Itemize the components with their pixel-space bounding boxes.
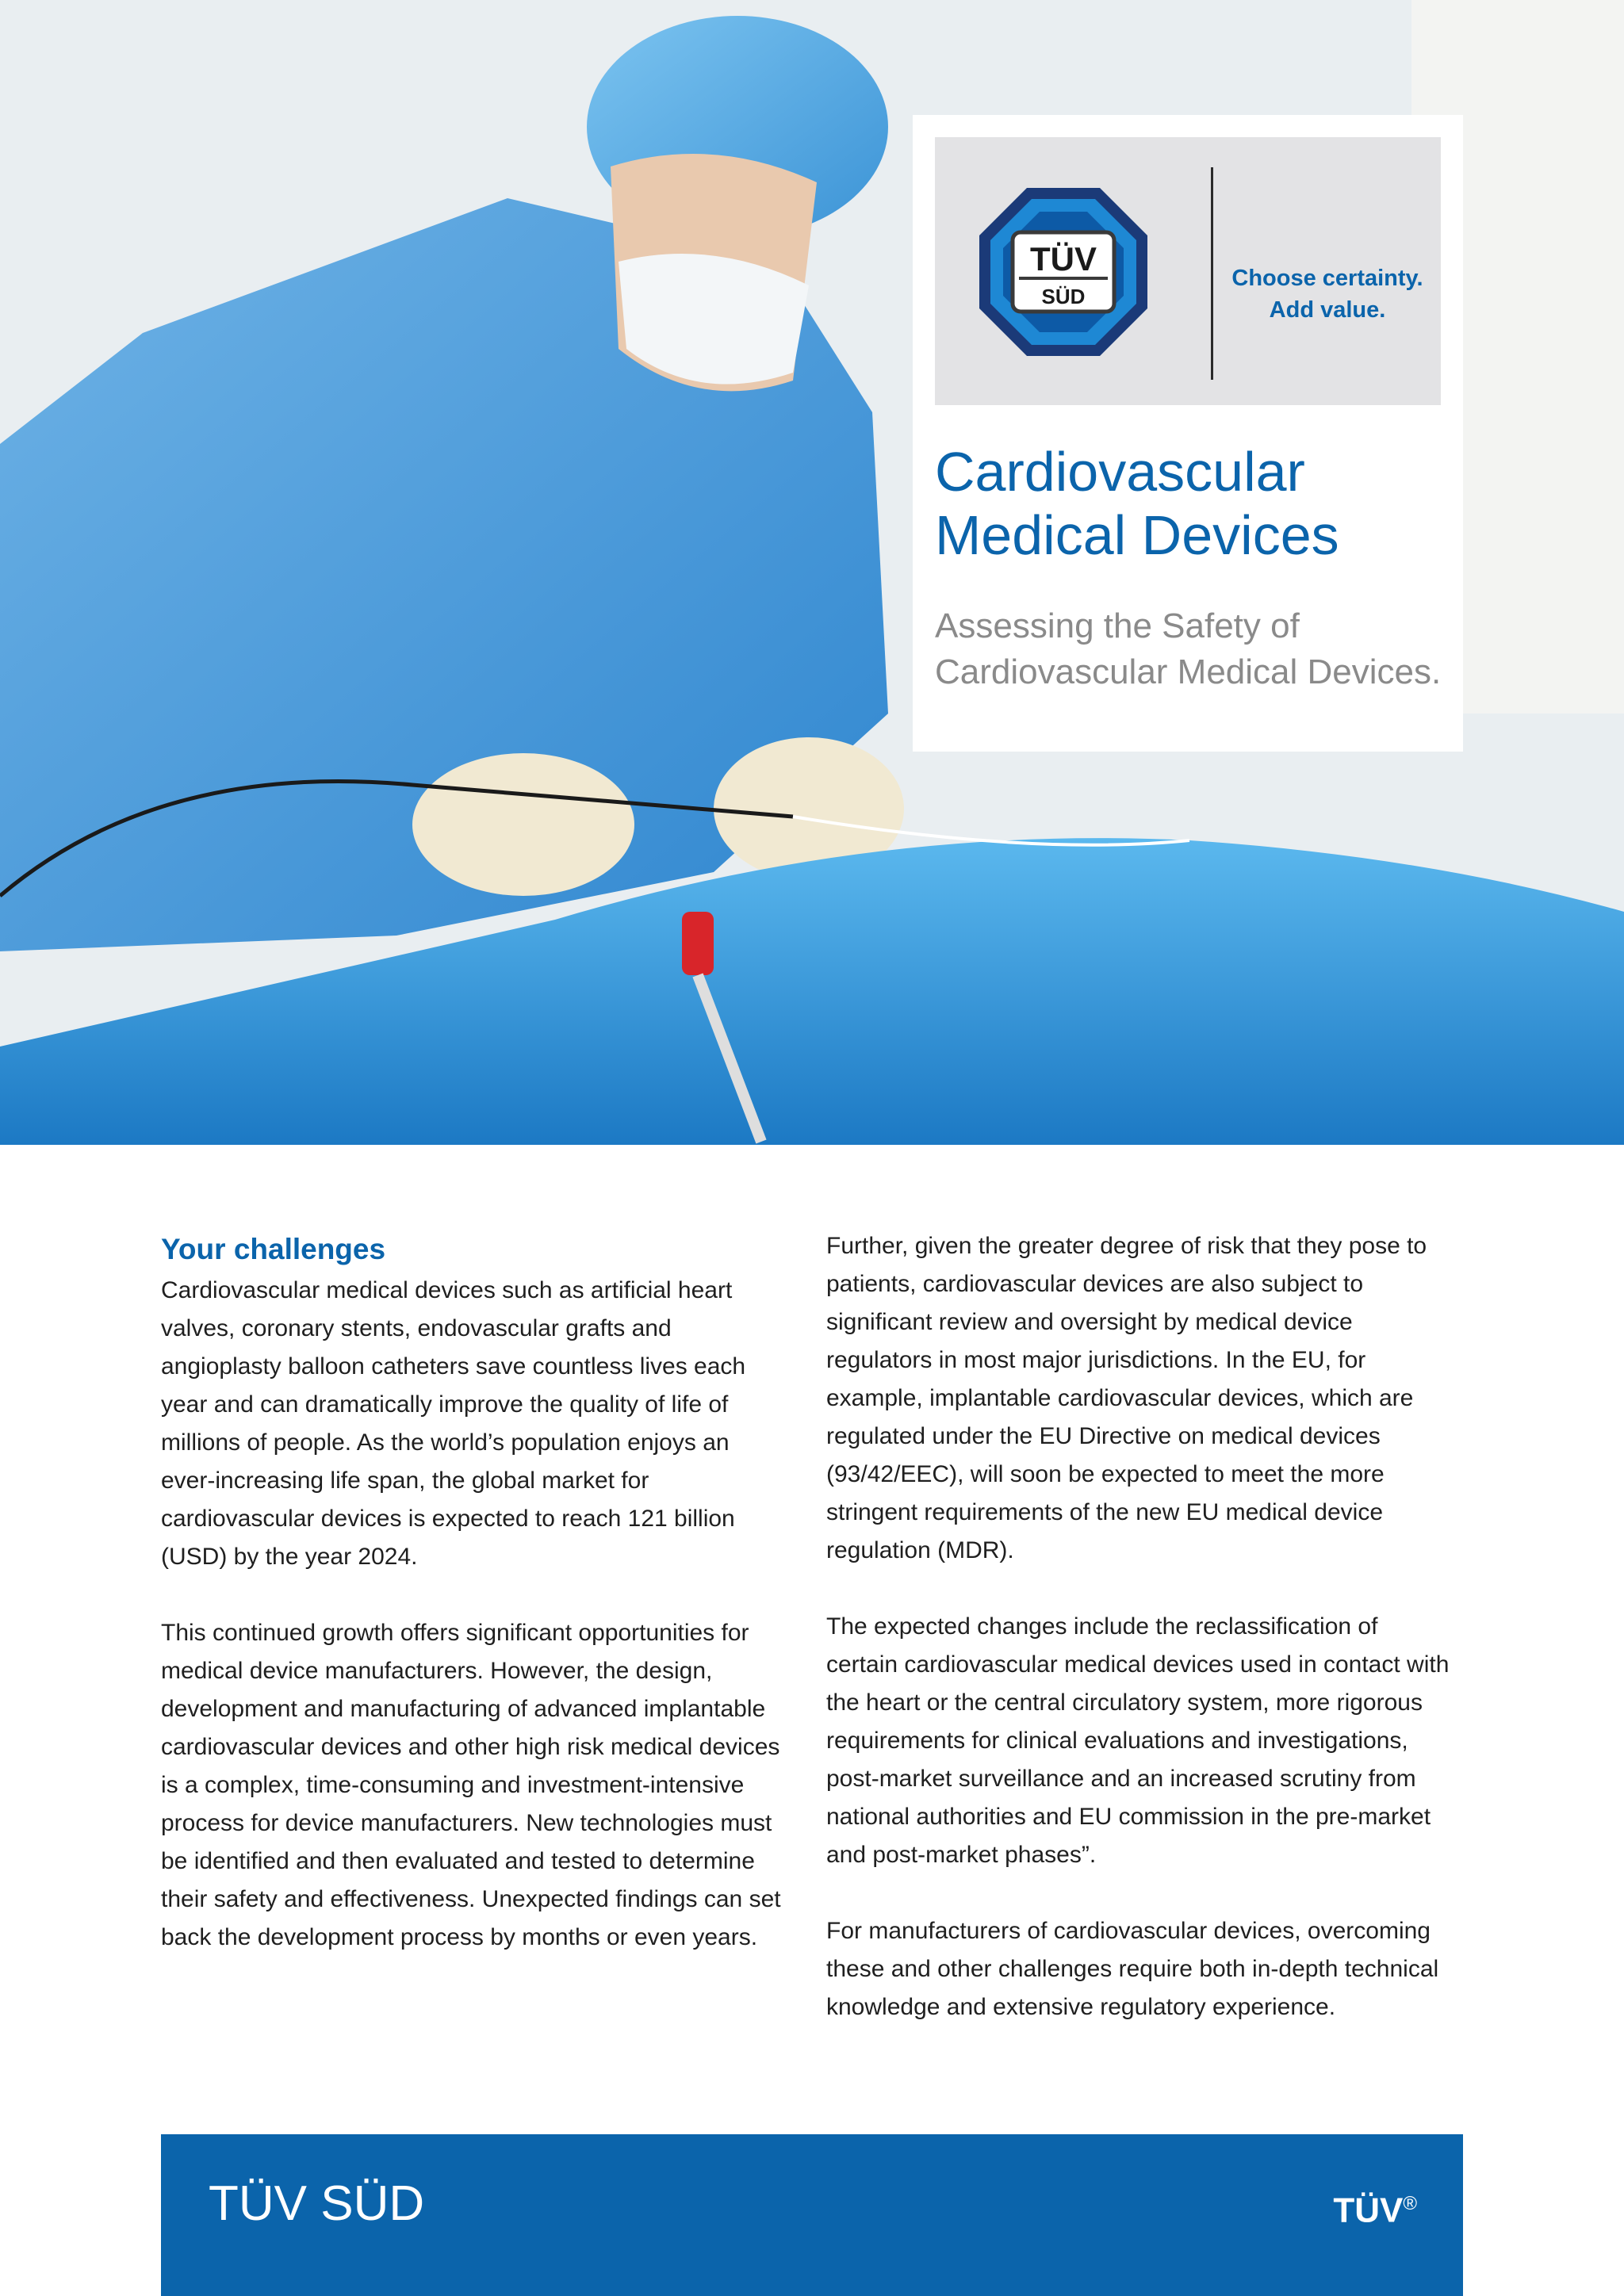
subtitle-line-2: Cardiovascular Medical Devices. bbox=[935, 652, 1442, 691]
title-card bbox=[913, 115, 1463, 752]
footer-mark-text: TÜV bbox=[1333, 2191, 1404, 2230]
right-paragraph-2: The expected changes include the reclassification of certain cardiovascular medical devices used in contact with the heart or the central circulatory system, more rigorous requirements for clinical evaluations and investigations, post-market surveillance and an increased scrutiny from national authorities and EU commission in the pre-market and post-market phases”. bbox=[826, 1613, 1450, 1868]
subtitle-line-1: Assessing the Safety of bbox=[935, 607, 1300, 645]
red-connector bbox=[682, 912, 714, 975]
brand-tagline bbox=[1220, 262, 1434, 326]
gloved-hand-left bbox=[412, 753, 634, 896]
tuv-sud-logo-octagon bbox=[976, 185, 1151, 359]
title-line-1: Cardiovascular bbox=[935, 441, 1305, 503]
page-title bbox=[935, 440, 1442, 567]
left-paragraph-1: Cardiovascular medical devices such as artificial heart valves, coronary stents, endovascular grafts and angioplasty balloon catheters save countless lives each year and can dramatically improve the quality of life of millions of people. As the world’s population enjoys an ever-increasing life span, the global market for cardiovascular devices is expected to reach 121 billion (USD) by the year 2024. bbox=[161, 1277, 746, 1570]
tagline-line-2: Add value. bbox=[1269, 297, 1386, 323]
right-paragraph-1: Further, given the greater degree of risk that they pose to patients, cardiovascular devices are also subject to significant review and oversight by medical device regulators in most major jurisdictions. In the EU, for example, implantable cardiovascular devices, which are regulated under the EU Directive on medical devices (93/42/EEC), will soon be expected to meet the more stringent requirements of the new EU medical device regulation (MDR). bbox=[826, 1233, 1427, 1563]
right-paragraph-3: For manufacturers of cardiovascular devices, overcoming these and other challenges require both in-depth technical knowledge and extensive regulatory experience. bbox=[826, 1918, 1439, 2020]
right-column bbox=[826, 1227, 1453, 2064]
logo-divider bbox=[1211, 167, 1213, 380]
footer-bar bbox=[161, 2134, 1463, 2296]
logo-panel bbox=[935, 137, 1441, 405]
footer-tuv-mark bbox=[1333, 2182, 1417, 2233]
tagline-line-1: Choose certainty. bbox=[1231, 266, 1423, 291]
left-column bbox=[161, 1227, 787, 1995]
page-subtitle bbox=[935, 603, 1442, 695]
title-line-2: Medical Devices bbox=[935, 504, 1339, 566]
logo-text-top: TÜV bbox=[1030, 240, 1097, 277]
footer-brand-name: TÜV SÜD bbox=[209, 2176, 425, 2231]
section-heading: Your challenges bbox=[161, 1233, 386, 1265]
registered-symbol: ® bbox=[1403, 2193, 1417, 2214]
left-paragraph-2: This continued growth offers significant opportunities for medical device manufacturers. However, the design, development and manufacturing of advanced implantable cardiovascular devices and other high risk medical devices is a complex, time-consuming and investment-intensive process for device manufacturers. New technologies must be identified and then evaluated and tested to determine their safety and effectiveness. Unexpected findings can set back the development process by months or even years. bbox=[161, 1620, 781, 1950]
logo-text-bottom: SÜD bbox=[1041, 285, 1086, 308]
